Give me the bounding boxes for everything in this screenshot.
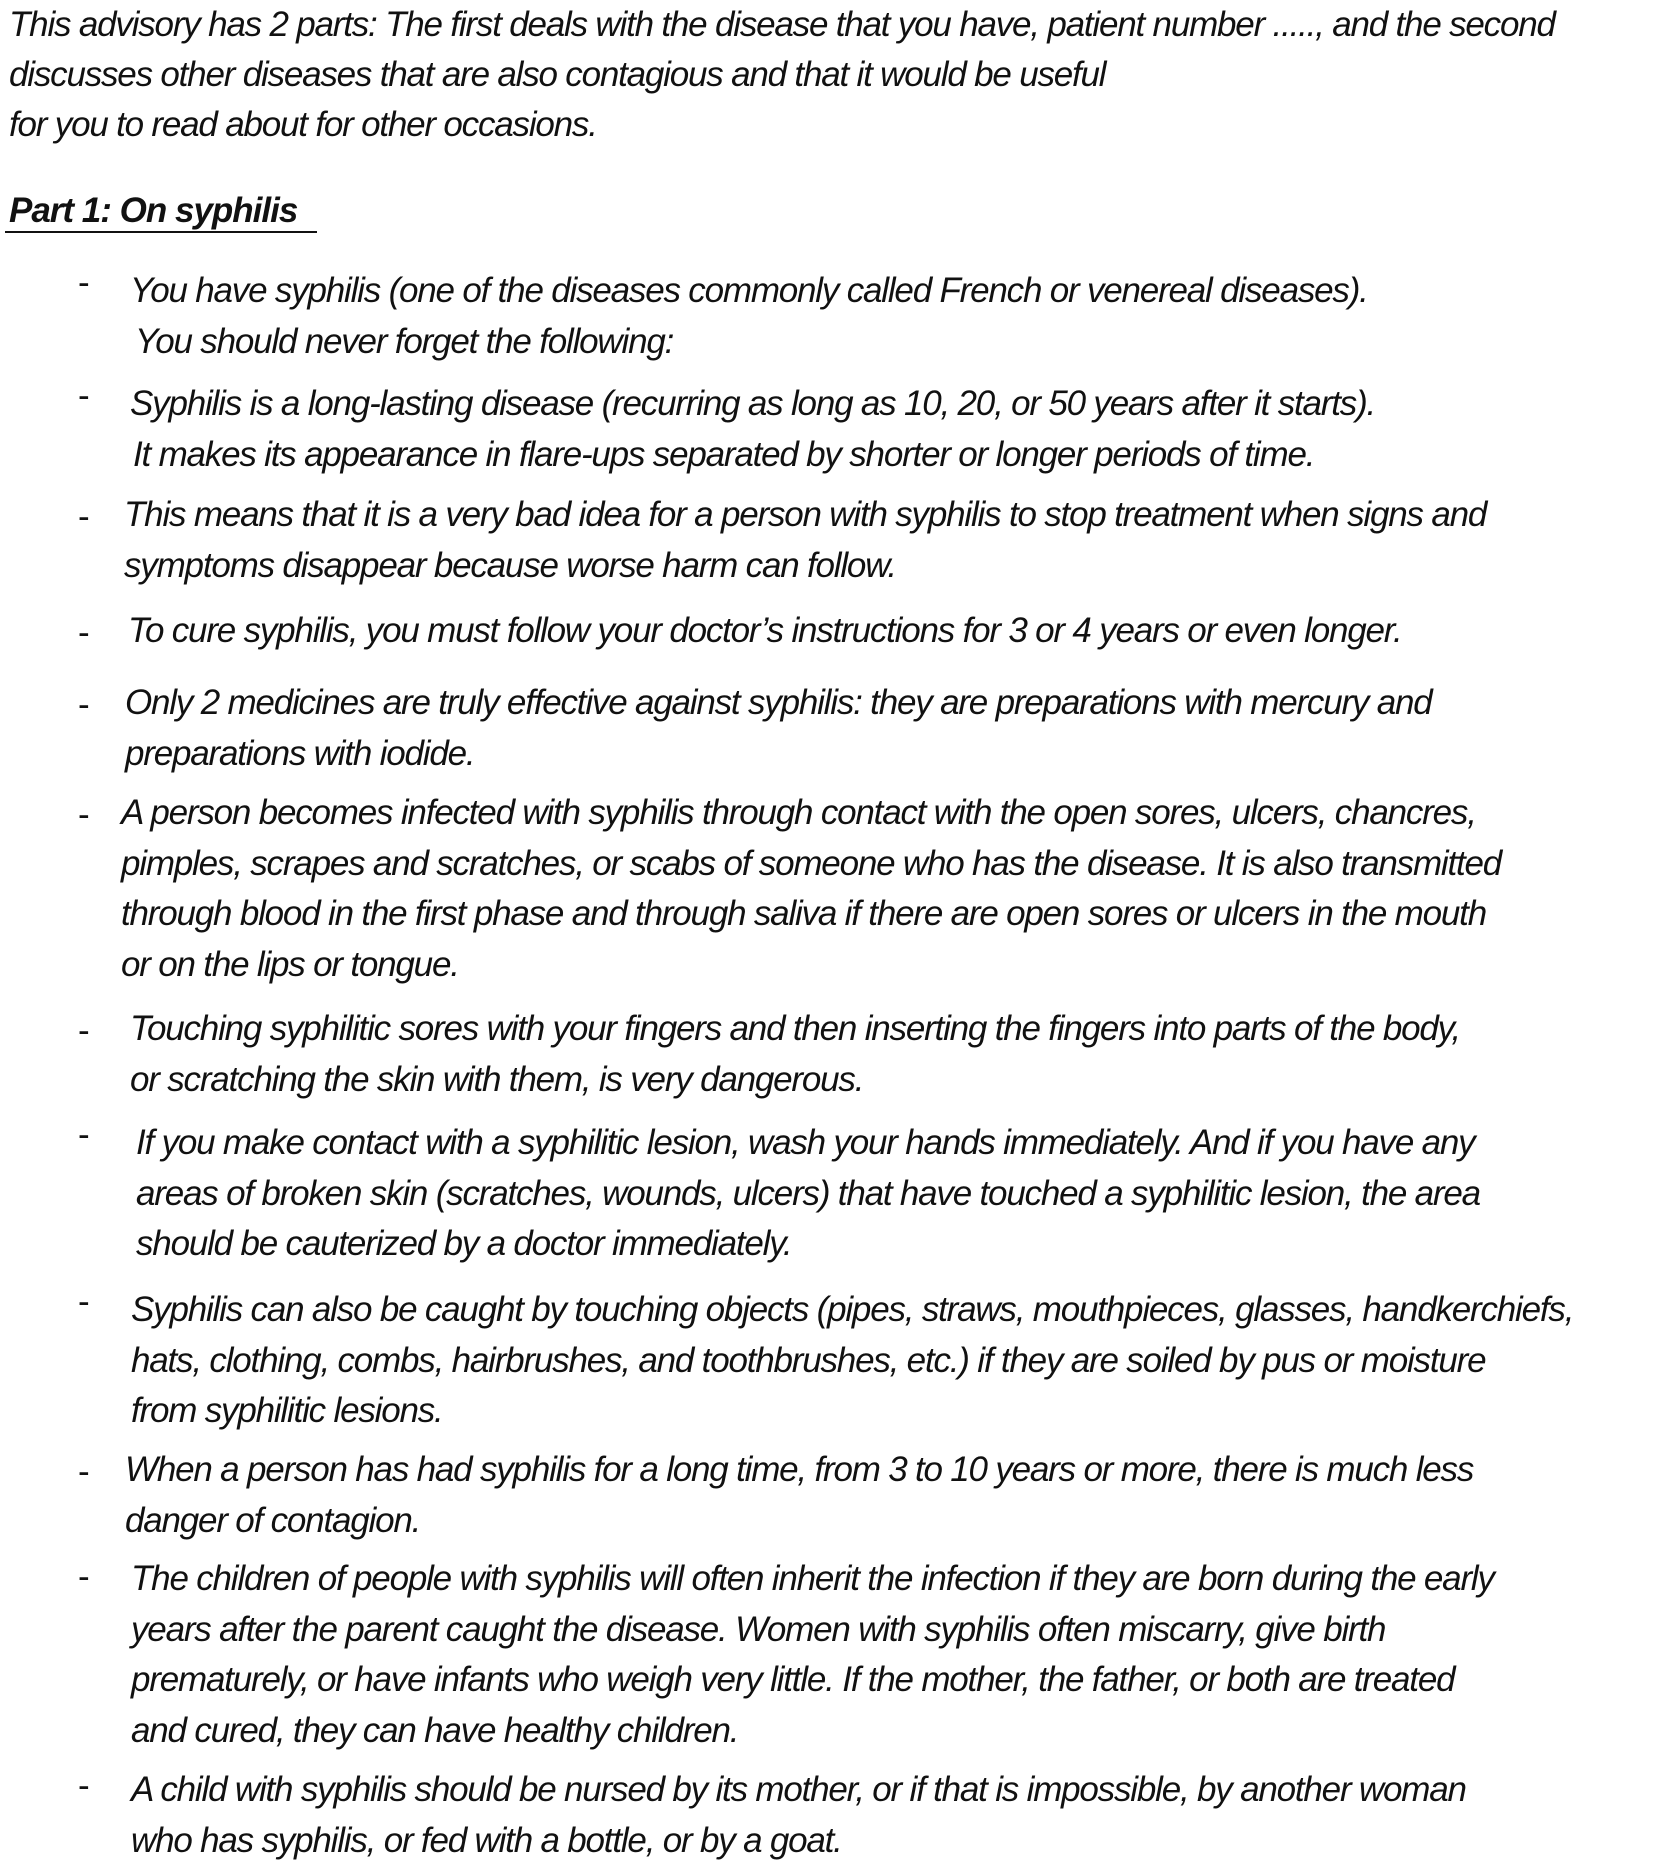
bullet-text: [131, 1554, 1667, 1756]
bullet-text: [131, 1765, 1667, 1866]
bullet-dash: -: [78, 263, 90, 302]
intro-line: discusses other diseases that are also contagious and that it would be useful: [9, 55, 1106, 94]
bullet-line: should be cauterized by a doctor immediately.: [136, 1224, 792, 1263]
bullet-line: symptoms disappear because worse harm can follow.: [124, 545, 896, 585]
bullet-line: prematurely, or have infants who weigh very little. If the mother, the father, or both are treated: [131, 1660, 1455, 1699]
bullet-text: [125, 678, 1667, 779]
bullet-line: When a person has had syphilis for a long time, from 3 to 10 years or more, there is much less: [125, 1450, 1474, 1489]
bullet-text: [130, 1004, 1667, 1105]
bullet-dash: -: [78, 685, 90, 724]
bullet-dash: -: [78, 376, 90, 415]
bullet-line: preparations with iodide.: [125, 733, 475, 773]
bullet-line: or on the lips or tongue.: [121, 944, 459, 984]
bullet-line: Syphilis is a long-lasting disease (recurring as long as 10, 20, or 50 years after it starts).: [130, 384, 1376, 423]
bullet-line: areas of broken skin (scratches, wounds, ulcers) that have touched a syphilitic lesion, the area: [136, 1173, 1480, 1213]
bullet-line: danger of contagion.: [125, 1500, 421, 1540]
bullet-line: who has syphilis, or fed with a bottle, or by a goat.: [131, 1820, 842, 1860]
bullet-line: It makes its appearance in flare-ups separated by shorter or longer periods of time.: [133, 434, 1315, 474]
bullet-line: from syphilitic lesions.: [131, 1391, 443, 1430]
heading-underline: [5, 231, 317, 233]
bullet-dash: -: [78, 497, 90, 536]
bullet-dash: -: [78, 795, 90, 834]
bullet-line: A child with syphilis should be nursed by its mother, or if that is impossible, by another woman: [131, 1770, 1466, 1809]
bullet-text: [131, 1285, 1667, 1437]
bullet-line: and cured, they can have healthy children.: [131, 1710, 739, 1750]
bullet-dash: -: [78, 1011, 90, 1050]
intro-paragraph: [9, 0, 1659, 150]
bullet-line: pimples, scrapes and scratches, or scabs of someone who has the disease. It is also transmitted: [121, 843, 1502, 883]
bullet-line: Syphilis can also be caught by touching objects (pipes, straws, mouthpieces, glasses, handkerchiefs,: [131, 1290, 1574, 1329]
bullet-line: You should never forget the following:: [135, 321, 674, 361]
bullet-line: To cure syphilis, you must follow your doctor’s instructions for 3 or 4 years or even longer.: [128, 611, 1402, 650]
intro-line: This advisory has 2 parts: The first deals with the disease that you have, patient number ....., and the second: [9, 5, 1555, 44]
bullet-text: [130, 379, 1667, 480]
bullet-dash: -: [78, 1282, 90, 1321]
bullet-line: You have syphilis (one of the diseases commonly called French or venereal diseases).: [130, 271, 1368, 310]
bullet-line: This means that it is a very bad idea for a person with syphilis to stop treatment when signs and: [124, 495, 1487, 534]
bullet-text: [124, 490, 1667, 591]
bullet-line: Only 2 medicines are truly effective against syphilis: they are preparations with mercury and: [125, 683, 1432, 722]
bullet-dash: -: [78, 613, 90, 652]
bullet-text: [125, 1445, 1667, 1546]
bullet-text: [130, 266, 1667, 367]
bullet-line: years after the parent caught the disease. Women with syphilis often miscarry, give birth: [131, 1609, 1386, 1649]
part1-heading: Part 1: On syphilis: [9, 191, 298, 230]
bullet-dash: -: [78, 1766, 90, 1805]
bullet-line: through blood in the first phase and through saliva if there are open sores or ulcers in the mouth: [121, 894, 1486, 933]
bullet-dash: -: [78, 1557, 90, 1596]
bullet-dash: -: [78, 1452, 90, 1491]
bullet-line: hats, clothing, combs, hairbrushes, and toothbrushes, etc.) if they are soiled by pus or moisture: [131, 1340, 1486, 1380]
bullet-text: [136, 1118, 1667, 1270]
bullet-text: [121, 788, 1667, 990]
bullet-line: A person becomes infected with syphilis through contact with the open sores, ulcers, chancres,: [121, 793, 1476, 832]
bullet-line: or scratching the skin with them, is very dangerous.: [130, 1059, 864, 1099]
intro-line: for you to read about for other occasions.: [9, 105, 597, 144]
bullet-line: If you make contact with a syphilitic lesion, wash your hands immediately. And if you have any: [136, 1123, 1475, 1162]
bullet-text: [128, 606, 1667, 657]
bullet-dash: -: [78, 1115, 90, 1154]
bullet-line: The children of people with syphilis will often inherit the infection if they are born during the early: [131, 1559, 1494, 1598]
bullet-line: Touching syphilitic sores with your fingers and then inserting the fingers into parts of the body,: [130, 1009, 1460, 1048]
